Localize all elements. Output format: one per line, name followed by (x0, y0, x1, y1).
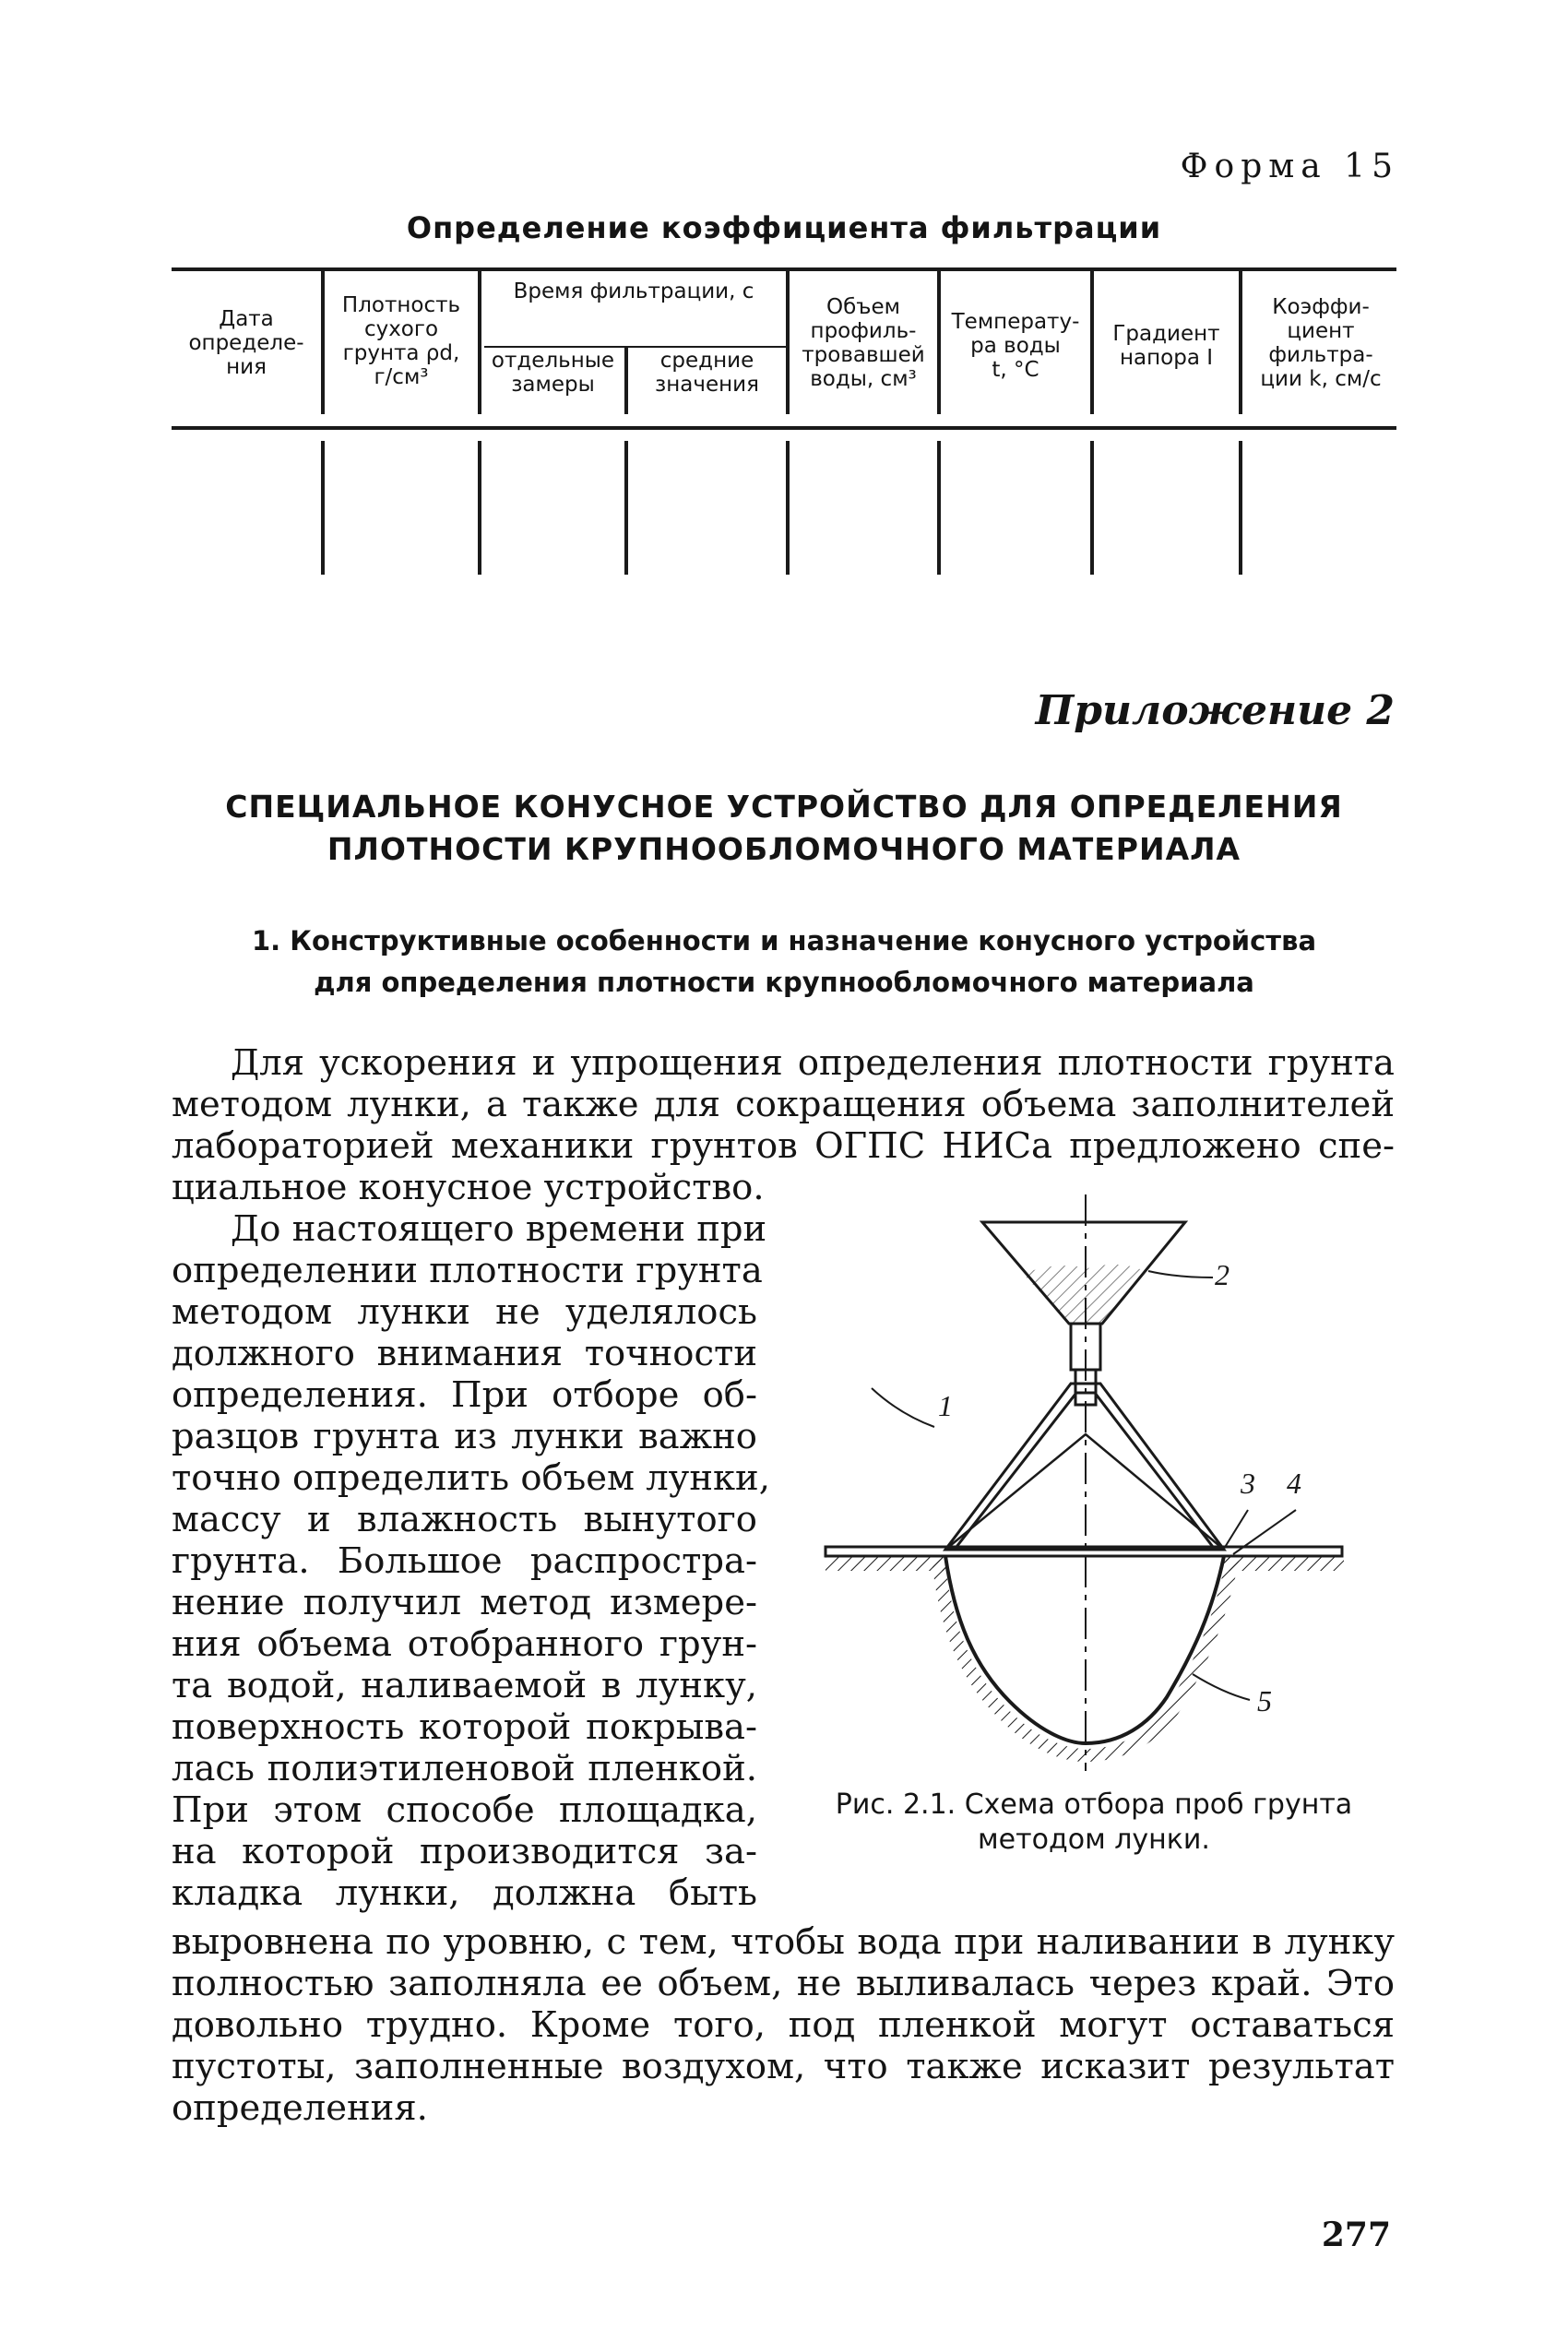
text-line: Для ускорения и упрощения определения плотности грунта (231, 1042, 1395, 1084)
col-volume: Объем профиль- тровавшей воды, см³ (802, 295, 925, 391)
label-1: 1 (938, 1389, 953, 1422)
text-line: выровнена по уровню, с тем, чтобы вода при наливании в лунку (172, 1921, 1395, 1963)
appendix-label: Приложение 2 (1035, 687, 1395, 734)
cone-device-figure (779, 1185, 1388, 1776)
main-heading: СПЕЦИАЛЬНОЕ КОНУСНОЕ УСТРОЙСТВО ДЛЯ ОПРЕДЕЛЕНИЯ ПЛОТНОСТИ КРУПНООБЛОМОЧНОГО МАТЕРИАЛА (225, 789, 1343, 867)
col-filtration-time: Время фильтрации, с (513, 279, 754, 303)
text-line: точно определить объем лунки, (172, 1457, 770, 1499)
figure-caption: Рис. 2.1. Схема отбора проб грунта методом лунки. (835, 1788, 1353, 1856)
ground-hatch-right (1224, 1556, 1344, 1571)
label-3: 3 (1241, 1467, 1255, 1500)
text-line: лась полиэтиленовой пленкой. (172, 1748, 757, 1789)
page-number: 277 (1321, 2216, 1391, 2254)
leader-1 (872, 1388, 934, 1427)
text-line: полностью заполняла ее объем, не выливалась через край. Это (172, 1963, 1395, 2004)
paragraph-3 (172, 1921, 1395, 2129)
text-line: та водой, наливаемой в лунку, (172, 1665, 757, 1706)
text-line: поверхность которой покрыва- (172, 1706, 757, 1748)
text-line: До настоящего времени при (231, 1208, 767, 1250)
leader-3 (1224, 1510, 1248, 1549)
text-line: пустоты, заполненные воздухом, что также исказит результат (172, 2046, 1395, 2087)
col-date: Дата определе- ния (188, 307, 304, 379)
text-line: нение получил метод измере- (172, 1582, 757, 1623)
text-line: массу и влажность вынутого (172, 1499, 757, 1540)
text-line: разцов грунта из лунки важно (172, 1416, 757, 1457)
text-line: грунта. Большое распростра- (172, 1540, 757, 1582)
label-5: 5 (1257, 1684, 1272, 1717)
col-coefficient: Коэффи- циент фильтра- ции k, см/с (1260, 295, 1382, 391)
body-divider (478, 441, 481, 575)
text-line: циальное конусное устройство. (172, 1167, 765, 1208)
text-line: определения. При отборе об- (172, 1374, 757, 1416)
text-line: на которой производится за- (172, 1831, 757, 1872)
col-individual: отдельные замеры (491, 349, 615, 397)
text-line: методом лунки, а также для сокращения объема заполнителей (172, 1084, 1395, 1125)
text-line: довольно трудно. Кроме того, под пленкой могут оставаться (172, 2004, 1395, 2046)
body-divider (1239, 441, 1242, 575)
section-heading: 1. Конструктивные особенности и назначение конусного устройства для определения плотности крупнообломочного материала (251, 925, 1317, 998)
leader-5 (1193, 1674, 1250, 1700)
text-line: определении плотности грунта (172, 1250, 763, 1291)
text-line: методом лунки не уделялось (172, 1291, 757, 1333)
text-line: ния объема отобранного грун- (172, 1623, 757, 1665)
cone-device-diagram (779, 1185, 1388, 1776)
body-divider (1090, 441, 1094, 575)
col-gradient: Градиент напора I (1112, 322, 1220, 370)
table-title: Определение коэффициента фильтрации (406, 210, 1162, 245)
table-header-bottom-rule (172, 426, 1396, 430)
col-average: средние значения (655, 349, 759, 397)
label-4: 4 (1287, 1467, 1301, 1500)
body-divider (937, 441, 941, 575)
platform (826, 1547, 1342, 1556)
text-line: При этом способе площадка, (172, 1789, 757, 1831)
ground-hatch-left (826, 1556, 945, 1571)
paragraph-1 (172, 1042, 1395, 1208)
body-divider (321, 441, 325, 575)
filtration-table (0, 0, 1568, 646)
label-2: 2 (1215, 1258, 1229, 1291)
col-temperature: Температу- ра воды t, °С (951, 310, 1080, 382)
paragraph-2 (172, 1208, 770, 1914)
text-line: должного внимания точности (172, 1333, 757, 1374)
col-density: Плотность сухого грунта ρd, г/см³ (341, 293, 461, 389)
leader-2 (1148, 1271, 1213, 1277)
text-line: кладка лунки, должна быть (172, 1872, 757, 1914)
body-divider (624, 441, 628, 575)
table-top-rule (172, 267, 1396, 271)
form-label: Форма 15 (1180, 148, 1399, 185)
text-line: лабораторией механики грунтов ОГПС НИСа предложено спе- (172, 1125, 1395, 1167)
body-divider (786, 441, 790, 575)
text-line: определения. (172, 2087, 428, 2129)
time-subheader-rule (484, 346, 789, 348)
